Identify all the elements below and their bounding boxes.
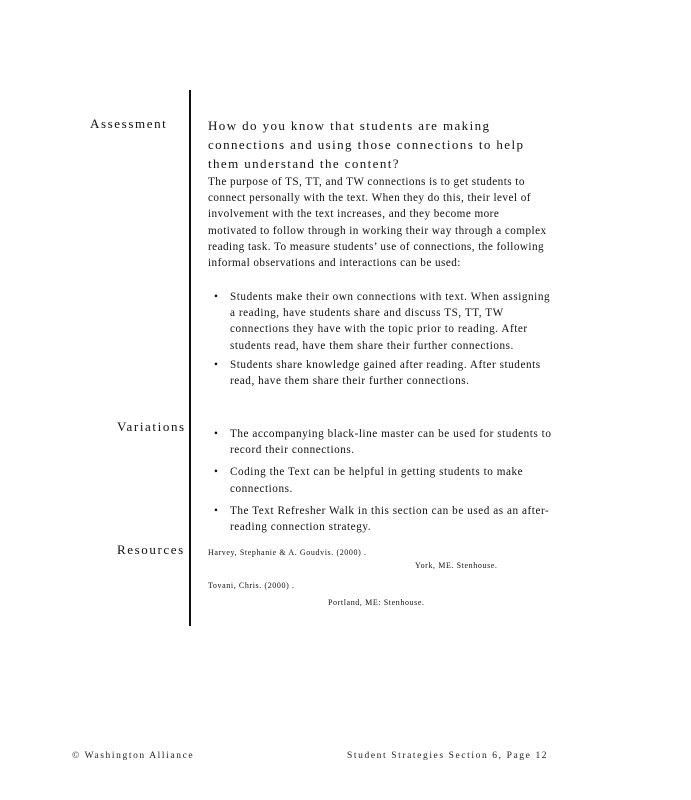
list-item <box>208 464 553 496</box>
resources-label: Resources <box>117 542 185 557</box>
assessment-bullet-list <box>208 289 553 392</box>
resource-publisher: Portland, ME: Stenhouse. <box>328 598 425 607</box>
bullet-icon: • <box>214 291 219 303</box>
section-divider-line <box>189 90 191 626</box>
variations-label: Variations <box>117 419 186 434</box>
variations-bullet-list <box>208 426 553 541</box>
assessment-bullet-text: Students make their own connections with text. When assigning a reading, have students share and discuss TS, TT, TW connections they have with the topic prior to reading. After students read, have them share their further connections. <box>230 291 551 352</box>
list-item <box>208 426 553 458</box>
bullet-icon: • <box>214 466 219 479</box>
assessment-question: How do you know that students are making connections and using those connections to help them understand the content? <box>208 118 525 171</box>
bullet-icon: • <box>214 504 219 517</box>
list-item <box>208 357 553 389</box>
assessment-label: Assessment <box>90 116 168 131</box>
variations-bullet-text: Coding the Text can be helpful in getting students to make connections. <box>230 466 524 495</box>
resource-author: Harvey, Stephanie & A. Goudvis. (2000) . <box>208 548 367 557</box>
assessment-bullet-text: Students share knowledge gained after reading. After students read, have them share their further connections. <box>230 358 541 388</box>
footer-page-number: Student Strategies Section 6, Page 12 <box>347 751 549 761</box>
footer-copyright: © Washington Alliance <box>72 751 195 761</box>
resource-author: Tovani, Chris. (2000) . <box>208 581 295 590</box>
assessment-paragraph: The purpose of TS, TT, and TW connections is to get students to connect personally with the text. When they do this, their level of involvement with the text increases, and they become more motivated to follow through in working their way through a complex reading task. To measure students’ use of connections, the following informal observations and interactions can be used: <box>208 176 547 270</box>
list-item <box>208 289 553 354</box>
bullet-icon: • <box>214 358 219 371</box>
variations-bullet-text: The accompanying black-line master can be used for students to record their connections. <box>230 428 552 457</box>
bullet-icon: • <box>214 428 219 440</box>
list-item <box>208 503 553 535</box>
resource-publisher: York, ME. Stenhouse. <box>415 561 498 570</box>
variations-bullet-text: The Text Refresher Walk in this section can be used as an after-reading connection strategy. <box>230 504 550 534</box>
